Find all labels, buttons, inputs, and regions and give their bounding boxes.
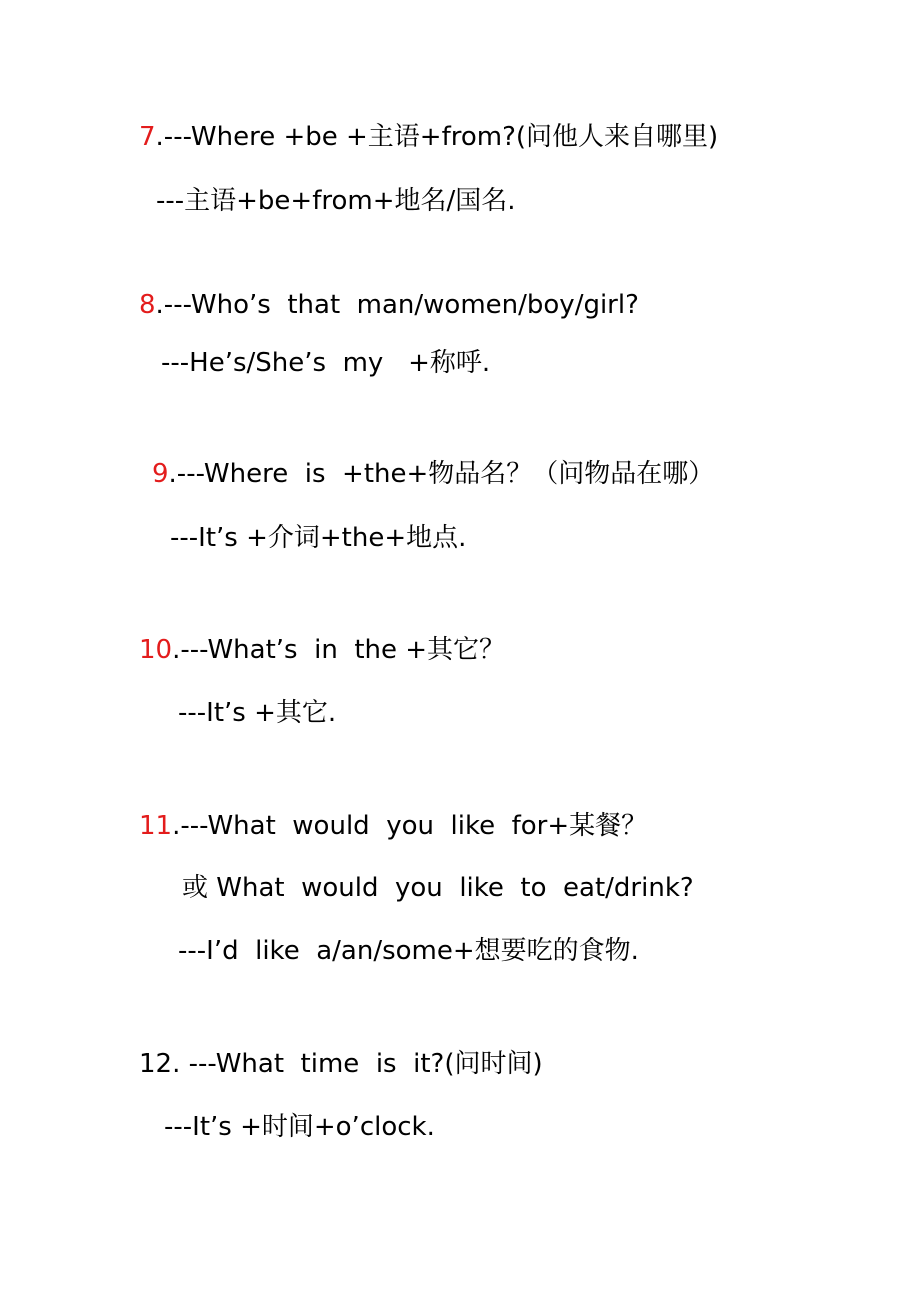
question-10-text: .---What’s in the +其它？ bbox=[172, 635, 506, 665]
answer-9: ---It’s +介词+the+地点. bbox=[170, 523, 467, 553]
question-8 bbox=[139, 288, 639, 322]
question-12 bbox=[139, 1047, 543, 1081]
answer-11: ---I’d like a/an/some+想要吃的食物. bbox=[178, 936, 639, 966]
answer-7: ---主语+be+from+地名/国名. bbox=[156, 186, 516, 216]
question-12-text: . ---What time is it?(问时间) bbox=[172, 1049, 543, 1079]
answer-10: ---It’s +其它. bbox=[178, 698, 337, 728]
answer-11-alt: 或 What would you like to eat/drink? bbox=[182, 873, 694, 903]
question-11-text: .---What would you like for+某餐？ bbox=[172, 811, 648, 841]
item-number-10: 10 bbox=[139, 635, 173, 665]
question-9 bbox=[152, 457, 714, 491]
question-11 bbox=[139, 809, 647, 843]
answer-8: ---He’s/She’s my +称呼. bbox=[161, 348, 491, 378]
item-number-12: 12 bbox=[139, 1049, 173, 1079]
item-number-8: 8 bbox=[139, 290, 156, 320]
question-9-text: .---Where is +the+物品名？（问物品在哪） bbox=[168, 459, 715, 489]
item-number-7: 7 bbox=[139, 122, 156, 152]
question-7 bbox=[139, 120, 718, 154]
answer-12: ---It’s +时间+o’clock. bbox=[164, 1112, 435, 1142]
question-8-text: .---Who’s that man/women/boy/girl? bbox=[155, 290, 639, 320]
question-7-text: .---Where +be +主语+from?(问他人来自哪里) bbox=[155, 122, 719, 152]
item-number-11: 11 bbox=[139, 811, 173, 841]
question-10 bbox=[139, 633, 505, 667]
item-number-9: 9 bbox=[152, 459, 169, 489]
